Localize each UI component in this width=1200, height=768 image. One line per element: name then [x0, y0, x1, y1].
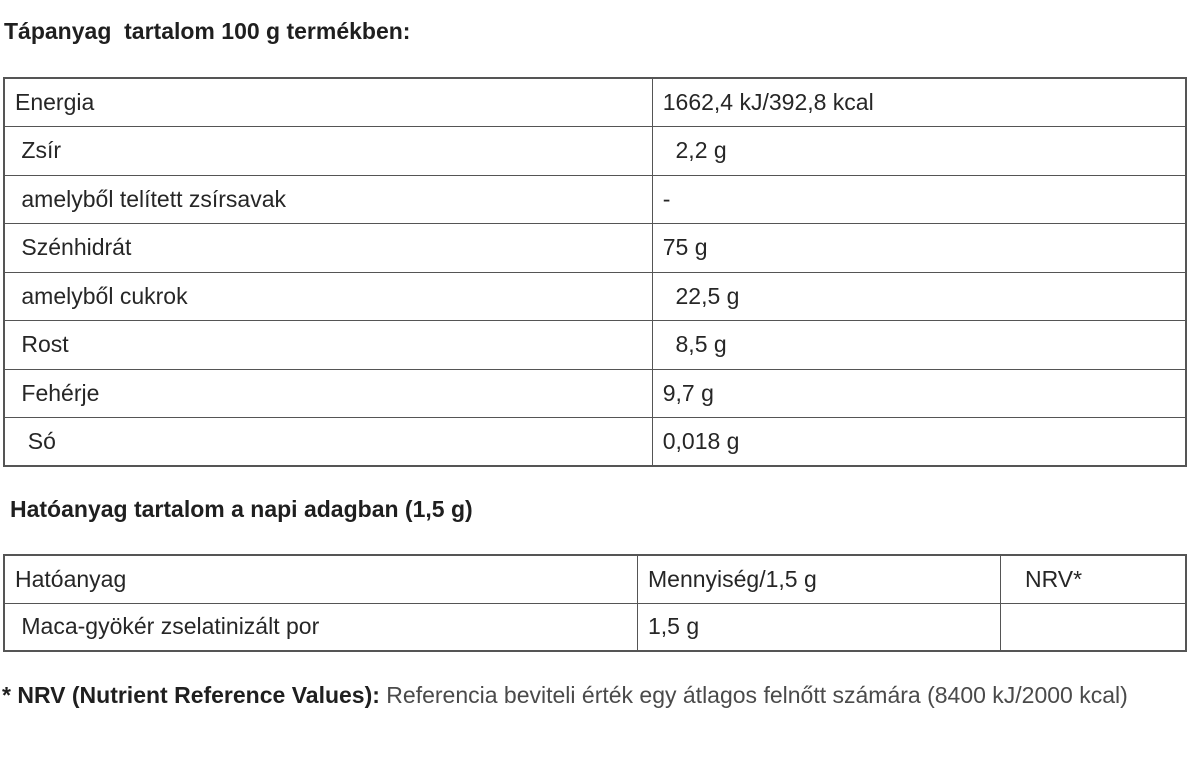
column-header-nrv: NRV* — [1001, 555, 1187, 603]
nutrient-value: 2,2 g — [652, 127, 1186, 176]
table-row — [4, 272, 1186, 321]
nrv-footnote — [2, 680, 1182, 711]
nutrient-value: - — [652, 175, 1186, 224]
table-row — [4, 369, 1186, 418]
column-header-amount: Mennyiség/1,5 g — [638, 555, 1001, 603]
table-header-row — [4, 555, 1186, 603]
active-ingredient-table — [3, 554, 1187, 652]
nutrition-heading: Tápanyag tartalom 100 g termékben: — [4, 18, 411, 44]
ingredient-name: Maca-gyökér zselatinizált por — [4, 603, 638, 651]
nutrient-name: Rost — [4, 321, 652, 370]
nutrient-name: Só — [4, 418, 652, 467]
nutrient-value: 75 g — [652, 224, 1186, 273]
nutrient-name: amelyből cukrok — [4, 272, 652, 321]
column-header-ingredient: Hatóanyag — [4, 555, 638, 603]
nutrient-value: 22,5 g — [652, 272, 1186, 321]
active-ingredient-heading: Hatóanyag tartalom a napi adagban (1,5 g) — [10, 496, 473, 522]
table-row — [4, 224, 1186, 273]
nutrient-value: 0,018 g — [652, 418, 1186, 467]
nutrient-name: Szénhidrát — [4, 224, 652, 273]
nutrient-name: Energia — [4, 78, 652, 127]
nutrient-value: 8,5 g — [652, 321, 1186, 370]
table-row — [4, 78, 1186, 127]
footnote-text: Referencia beviteli érték egy átlagos felnőtt számára (8400 kJ/2000 kcal) — [379, 682, 1128, 708]
nutrient-name: amelyből telített zsírsavak — [4, 175, 652, 224]
nutrient-value: 9,7 g — [652, 369, 1186, 418]
nutrient-name: Fehérje — [4, 369, 652, 418]
nutrient-value: 1662,4 kJ/392,8 kcal — [652, 78, 1186, 127]
table-row — [4, 175, 1186, 224]
nutrition-table — [3, 77, 1187, 467]
nutrient-name: Zsír — [4, 127, 652, 176]
ingredient-nrv — [1001, 603, 1187, 651]
table-row — [4, 418, 1186, 467]
table-row — [4, 127, 1186, 176]
footnote-label: * NRV (Nutrient Reference Values): — [2, 682, 380, 708]
table-row — [4, 321, 1186, 370]
ingredient-amount: 1,5 g — [638, 603, 1001, 651]
table-row — [4, 603, 1186, 651]
